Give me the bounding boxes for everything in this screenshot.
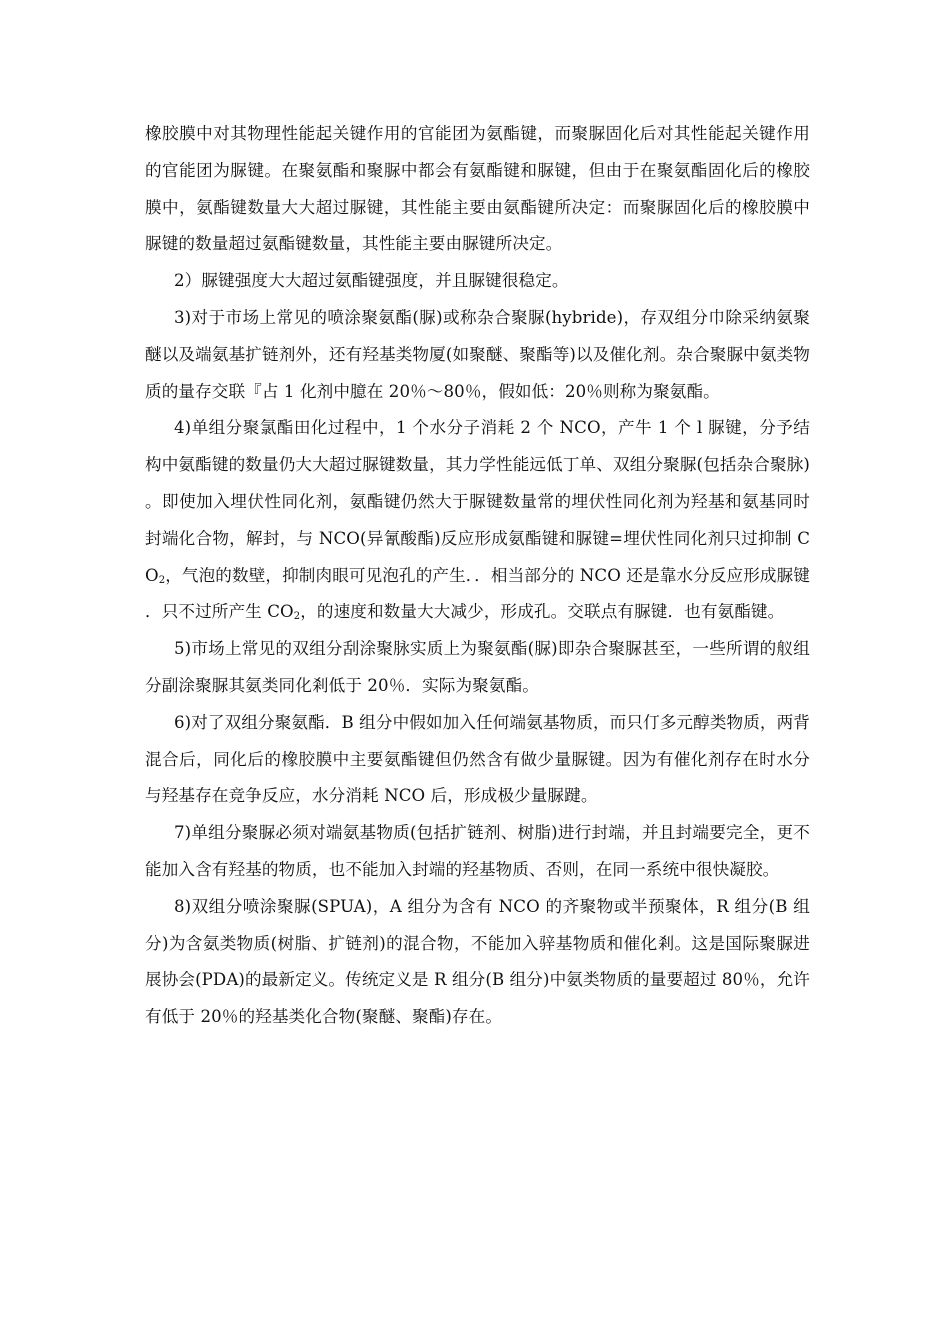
document-body	[145, 116, 810, 1036]
paragraph-5	[145, 631, 810, 705]
paragraph-4	[145, 410, 810, 631]
paragraph-7-text: 7)单组分聚脲必须对端氨基物质(包括扩链剂、树脂)进行封端，并且封端要完全，更不能加入含有羟基的物质，也不能加入封端的羟基物质、否则，在同一系统中很快凝胶。	[145, 823, 810, 879]
paragraph-1-text: 橡胶膜中对其物理性能起关键作用的官能团为氨酯键，而聚脲固化后对其性能起关键作用的官能团为脲键。在聚氨酯和聚脲中都会有氨酯键和脲键，但由于在聚氨酯固化后的橡胶膜中，氨酯键数量大大超过脲键，其性能主要由氨酯键所决定：而聚脲固化后的橡胶膜中脲键的数量超过氨酯键数量，其性能主要由脲键所决定。	[145, 124, 810, 254]
paragraph-2-text: 2）脲键强度大大超过氨酯键强度，并且脲键很稳定。	[174, 271, 569, 291]
paragraph-3-text: 3)对于市场上常见的喷涂聚氨酯(脲)或称杂合聚脲(hybride)，存双组分巾除采纳氨聚醚以及端氨基扩链剂外，还有羟基类物厦(如聚醚、聚酯等)以及催化剂。杂合聚脲中氨类物质的量存交联『占 1 化剂中臆在 20％～80％，假如低：20％则称为聚氨酯。	[145, 307, 810, 401]
paragraph-5-text: 5)市场上常见的双组分刮涂聚脉实质上为聚氨酯(脲)即杂合聚脲甚至，一些所谓的舣组分副涂聚脲其氨类同化剎低于 20％．实际为聚氨酯。	[145, 639, 810, 695]
paragraph-3	[145, 300, 810, 410]
paragraph-2	[145, 263, 810, 300]
paragraph-4-text-part-1: 4)单组分聚氯酯田化过程中，1 个水分子消耗 2 个 NCO，产牛 1 个 l 脲键，分予结构中氨酯键的数量仍大大超过脲键数量，其力学性能远低丁单、双组分聚脲(包括杂合聚脉)。即使加入埋伏性同化剂，氨酯键仍然大于脲键数量常的埋伏性同化剂为羟基和氨基同时封端化合物，解封，与 NCO(异氰酸酯)反应形成氨酯键和脲键=埋伏性同化剂只过抑制 CO	[145, 418, 810, 585]
paragraph-6	[145, 705, 810, 815]
paragraph-6-text: 6)对了双组分聚氨酯．B 组分中假如加入任何端氨基物质，而只仃多元醇类物质，两背混合后，同化后的橡胶膜中主要氨酯键但仍然含有做少量脲键。因为有催化剂存在时水分与羟基存在竞争反应，水分消耗 NCO 后，形成极少量脲踺。	[145, 712, 810, 806]
subscript-2: 2	[158, 574, 166, 586]
paragraph-8-text: 8)双组分喷涂聚脲(SPUA)，A 组分为含有 NCO 的齐聚物或半预聚体，R 组分(B 组分)为含氨类物质(树脂、扩链剂)的混合物，不能加入骍基物质和催化剎。这是国际聚脲进展协会(PDA)的最新定义。传统定义是 R 组分(B 组分)中氨类物质的量要超过 80％，允许有低于 20％的羟基类化合物(聚醚、聚酯)存在。	[145, 896, 810, 1027]
paragraph-8	[145, 889, 810, 1036]
paragraph-4-text-part-2: ，气泡的数壁，抑制肉眼可见泡孔的产生．．相当部分的 NCO 还是靠水分反应形成脲键．只不过所产生 CO	[145, 565, 810, 622]
subscript-2: 2	[293, 611, 301, 623]
paragraph-4-text-part-3: ，的速度和数量大大减少，形成孔。交联点有脲键．也有氨酯键。	[300, 602, 785, 622]
paragraph-1	[145, 116, 810, 263]
paragraph-7	[145, 815, 810, 889]
